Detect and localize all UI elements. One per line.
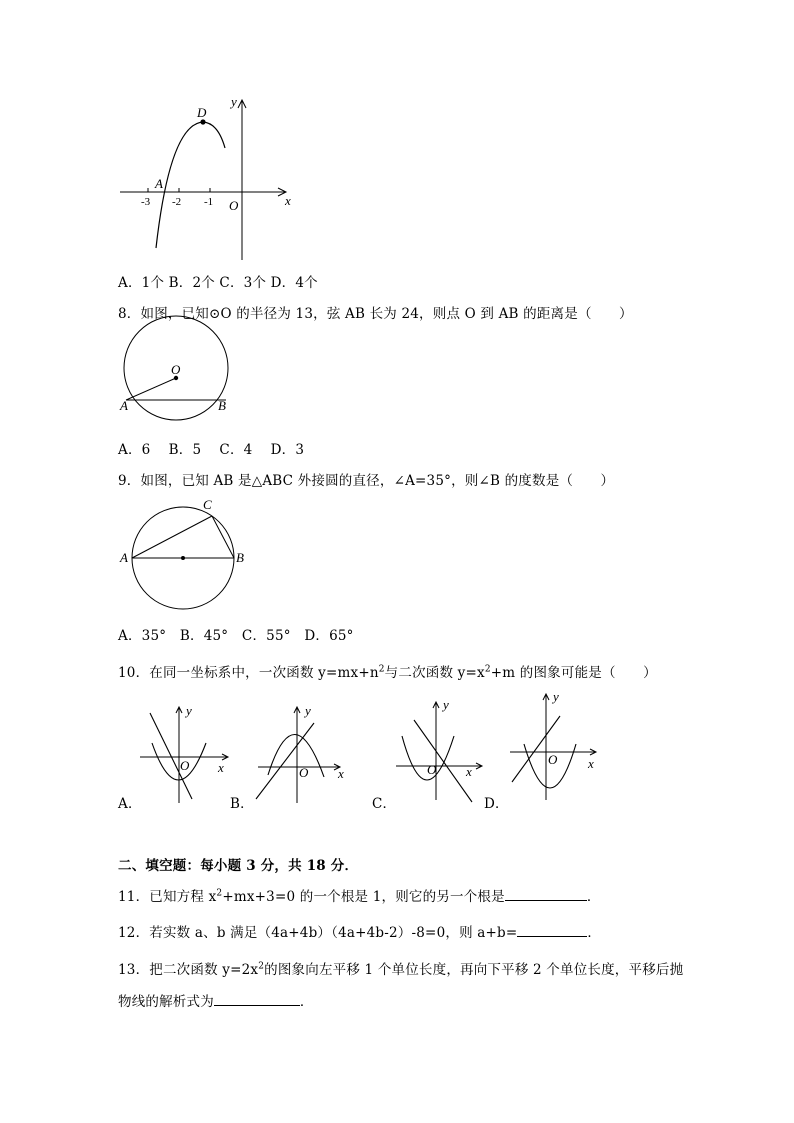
- q10d-y: y: [553, 689, 559, 704]
- q9-label-b: B: [236, 550, 244, 565]
- q10c-o: O: [427, 762, 437, 777]
- q10b-y: y: [305, 703, 311, 718]
- q10c-x: x: [466, 764, 472, 779]
- q11: 11．已知方程 $x^2+mx+3=0$ 的一个根是 1，则它的另一个根是 ．: [118, 888, 601, 905]
- q8-question: 8．如图，已知⊙O 的半径为 13，弦 AB 长为 24，则点 O 到 AB 的距离是（ ）: [118, 306, 633, 322]
- q10a-x: x: [218, 760, 224, 775]
- q8-options: A．6 B．5 C．4 D．3: [118, 442, 305, 458]
- q8-label-o: O: [171, 362, 181, 377]
- q10d-x: x: [588, 756, 594, 771]
- q12-answer-blank[interactable]: [517, 924, 587, 937]
- q13-answer-blank[interactable]: [214, 993, 300, 1006]
- q10c-y: y: [443, 697, 449, 712]
- radius-oa: [126, 378, 176, 400]
- q8-label-a: A: [120, 398, 128, 413]
- q7-graph: [118, 92, 298, 262]
- q13-line2: 物线的解析式为 ．: [118, 994, 314, 1010]
- q10d-o: O: [548, 752, 558, 767]
- q10-option-d: D．: [484, 796, 509, 812]
- side-cb: [212, 516, 234, 558]
- q10-option-a: A．: [118, 796, 142, 812]
- q11-answer-blank[interactable]: [505, 888, 587, 901]
- tick-neg2: -2: [172, 196, 182, 208]
- label-x: x: [285, 193, 291, 208]
- q9-circle-figure: [118, 500, 248, 615]
- side-ac: [132, 516, 212, 558]
- parabola-curve: [156, 122, 225, 248]
- label-y: y: [231, 94, 237, 109]
- tick-neg3: -3: [141, 196, 151, 208]
- q10a-y: y: [186, 703, 192, 718]
- label-d: D: [197, 105, 207, 120]
- q13-line1: 13．把二次函数 $y=2x^2$的图象向左平移 1 个单位长度，再向下平移 2 个单位长度，平移后抛: [118, 961, 684, 978]
- q7-options: A．1个 B．2个 C．3个 D．4个: [118, 275, 318, 291]
- q10-option-c: C．: [372, 796, 397, 812]
- q10-graph-d: [508, 692, 608, 802]
- q10b-o: O: [299, 765, 309, 780]
- q10-option-b: B．: [230, 796, 254, 812]
- q10-question: 10．在同一坐标系中，一次函数 $y=mx+n^2$与二次函数 $y=x^2+m$ 的图象可能是（ ）: [118, 664, 657, 681]
- q10b-x: x: [338, 766, 344, 781]
- q12: 12．若实数 a、b 满足（4a+4b）（4a+4b-2）-8=0，则 a+b= ．: [118, 925, 602, 941]
- q10-graph-b: [254, 705, 354, 805]
- label-o: O: [229, 198, 239, 213]
- q9-options: A．35° B．45° C．55° D．65°: [118, 628, 354, 644]
- q10-graph-a: [140, 705, 240, 805]
- q9-label-a: A: [120, 550, 128, 565]
- q9-label-c: C: [203, 497, 212, 512]
- q9-question: 9．如图，已知 AB 是△ABC 外接圆的直径，∠A=35°，则∠B 的度数是（ ）: [118, 473, 615, 489]
- q10a-o: O: [180, 758, 190, 773]
- q8-label-b: B: [218, 398, 226, 413]
- label-a: A: [155, 176, 163, 191]
- q10-graph-c: [394, 700, 494, 805]
- section-title: 二、填空题：每小题 3 分，共 18 分．: [118, 858, 359, 874]
- center-point: [181, 556, 185, 560]
- tick-neg1: -1: [204, 196, 214, 208]
